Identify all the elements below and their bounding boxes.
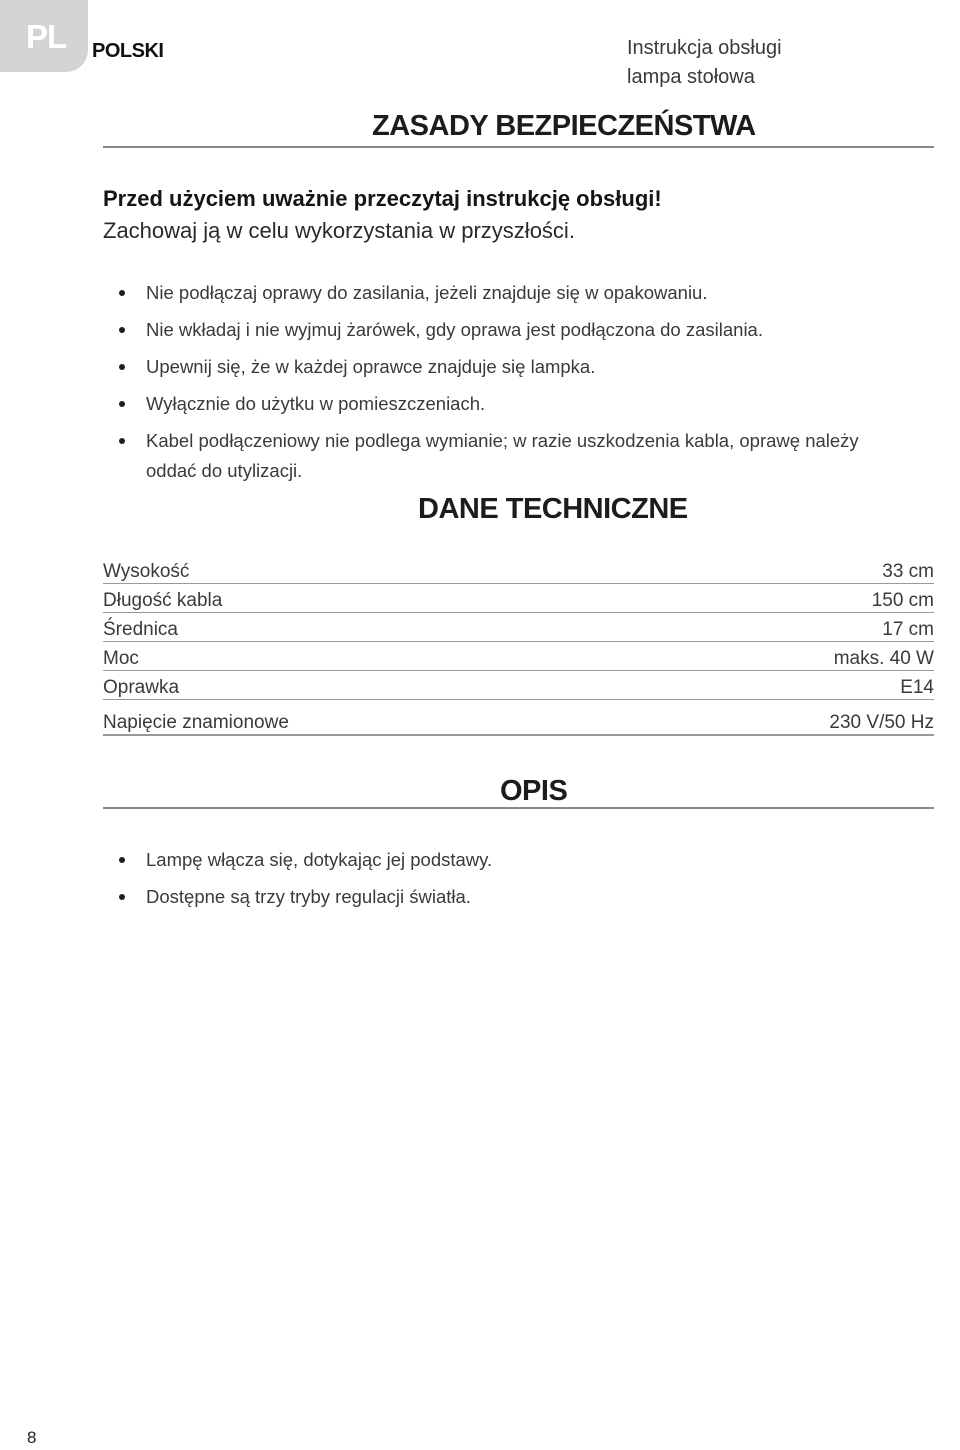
bullet-icon <box>119 364 125 370</box>
list-item-text: Nie podłączaj oprawy do zasilania, jeżeli znajduje się w opakowaniu. <box>146 282 708 303</box>
spec-value: 230 V/50 Hz <box>635 700 934 736</box>
list-item <box>103 389 903 419</box>
tech-specs-table <box>103 555 934 736</box>
safety-list <box>103 278 903 493</box>
language-tab <box>0 0 88 72</box>
spec-label: Wysokość <box>103 555 635 584</box>
section-divider <box>103 807 934 809</box>
spec-label: Oprawka <box>103 671 635 700</box>
spec-label: Długość kabla <box>103 584 635 613</box>
list-item-text: Kabel podłączeniowy nie podlega wymianie; w razie uszkodzenia kabla, oprawę należy oddać do utylizacji. <box>146 430 859 481</box>
table-row <box>103 584 934 613</box>
bullet-icon <box>119 857 125 863</box>
list-item <box>103 845 903 875</box>
list-item <box>103 315 903 345</box>
table-row <box>103 642 934 671</box>
opis-section-title: OPIS <box>500 775 568 807</box>
safety-section-title: ZASADY BEZPIECZEŃSTWA <box>372 110 756 142</box>
list-item <box>103 882 903 912</box>
bullet-icon <box>119 894 125 900</box>
spec-label: Średnica <box>103 613 635 642</box>
list-item <box>103 278 903 308</box>
tech-section-title: DANE TECHNICZNE <box>418 493 688 525</box>
product-name: lampa stołowa <box>627 66 755 88</box>
list-item <box>103 352 903 382</box>
list-item-text: Lampę włącza się, dotykając jej podstawy. <box>146 849 493 870</box>
bullet-icon <box>119 290 125 296</box>
spec-value: 17 cm <box>635 613 934 642</box>
bullet-icon <box>119 401 125 407</box>
list-item <box>103 426 903 486</box>
spec-label: Moc <box>103 642 635 671</box>
warning-bold-text: Przed użyciem uważnie przeczytaj instrukcję obsługi! <box>103 186 662 211</box>
spec-value: 150 cm <box>635 584 934 613</box>
table-row <box>103 555 934 584</box>
spec-value: 33 cm <box>635 555 934 584</box>
safety-warning <box>103 183 662 247</box>
table-row <box>103 671 934 700</box>
opis-list <box>103 845 903 919</box>
document-header <box>627 34 782 92</box>
list-item-text: Wyłącznie do użytku w pomieszczeniach. <box>146 393 486 414</box>
language-code: PL <box>26 18 67 55</box>
list-item-text: Nie wkładaj i nie wyjmuj żarówek, gdy oprawa jest podłączona do zasilania. <box>146 319 763 340</box>
warning-text: Zachowaj ją w celu wykorzystania w przyszłości. <box>103 218 575 243</box>
table-row <box>103 613 934 642</box>
table-row <box>103 700 934 736</box>
document-type: Instrukcja obsługi <box>627 37 782 59</box>
page-number: 8 <box>27 1428 37 1447</box>
language-name: POLSKI <box>92 40 164 62</box>
bullet-icon <box>119 438 125 444</box>
spec-value: maks. 40 W <box>635 642 934 671</box>
list-item-text: Upewnij się, że w każdej oprawce znajduje się lampka. <box>146 356 596 377</box>
section-divider <box>103 146 934 148</box>
bullet-icon <box>119 327 125 333</box>
spec-label: Napięcie znamionowe <box>103 700 635 736</box>
list-item-text: Dostępne są trzy tryby regulacji światła. <box>146 886 471 907</box>
spec-value: E14 <box>635 671 934 700</box>
